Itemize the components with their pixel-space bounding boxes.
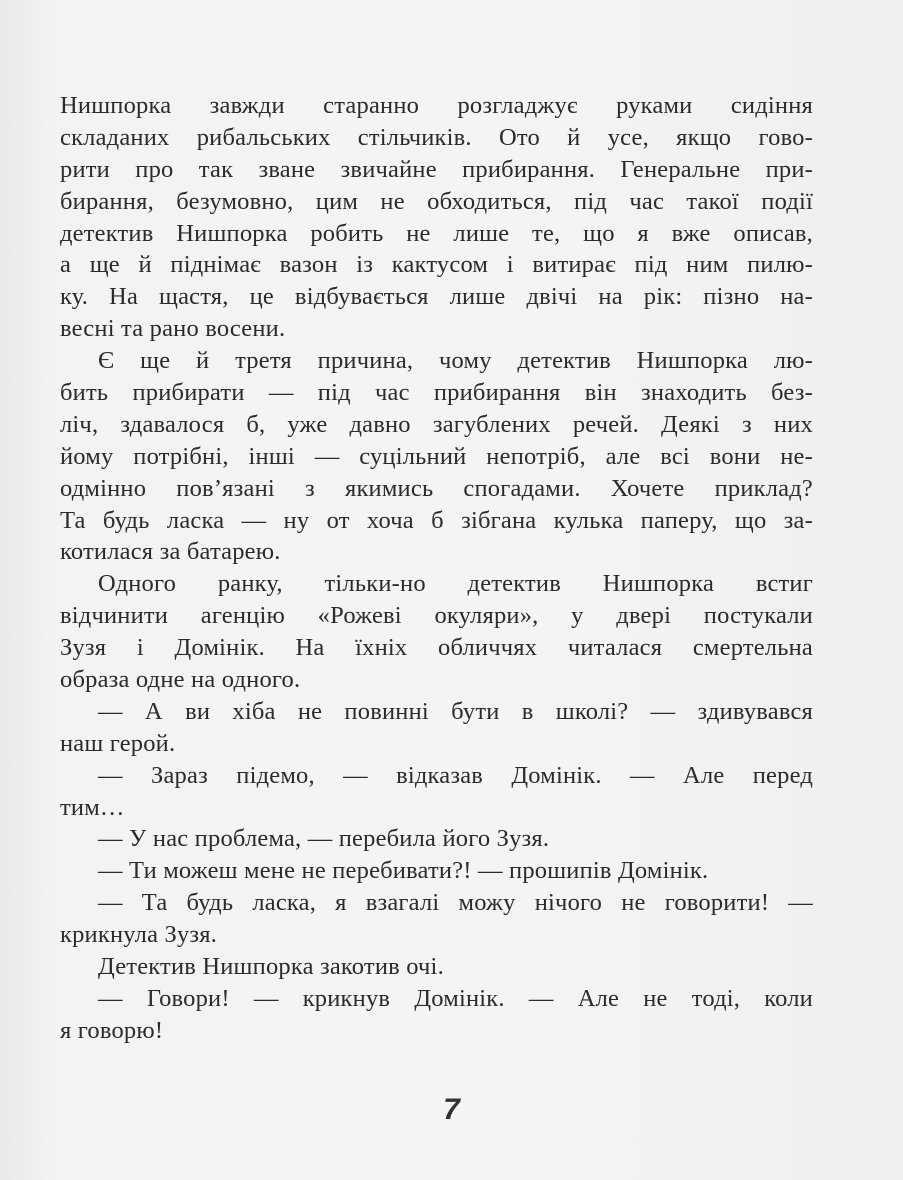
text-line: крикнула Зузя. bbox=[60, 921, 218, 949]
text-line: — У нас проблема, — перебила його Зузя. bbox=[98, 825, 550, 853]
text-line: складаних рибальських стільчиків. Ото й усе, якщо гово- bbox=[60, 123, 813, 151]
text-line: рити про так зване звичайне прибирання. Генеральне при- bbox=[60, 155, 813, 183]
text-line: ліч, здавалося б, уже давно загублених речей. Деякі з них bbox=[60, 410, 813, 438]
text-line: Детектив Нишпорка закотив очі. bbox=[98, 953, 444, 981]
text-line: весні та рано восени. bbox=[60, 315, 286, 343]
text-line: детектив Нишпорка робить не лише те, що я вже описав, bbox=[60, 219, 813, 247]
text-line: йому потрібні, інші — суцільний непотріб, але всі вони не- bbox=[60, 442, 813, 470]
page-number: 7 bbox=[443, 1093, 460, 1126]
text-line: — Ти можеш мене не перебивати?! — прошипів Домінік. bbox=[98, 857, 709, 885]
text-line: — Зараз підемо, — відказав Домінік. — Але перед bbox=[98, 761, 813, 789]
text-line: Зузя і Домінік. На їхніх обличчях читалася смертельна bbox=[60, 634, 813, 662]
text-line: відчинити агенцію «Рожеві окуляри», у двері постукали bbox=[60, 602, 813, 630]
body-text bbox=[60, 90, 813, 1047]
text-line: котилася за батарею. bbox=[60, 538, 281, 566]
text-line: я говорю! bbox=[60, 1016, 164, 1044]
text-line: — Говори! — крикнув Домінік. — Але не тоді, коли bbox=[98, 984, 813, 1012]
text-line: а ще й піднімає вазон із кактусом і витирає під ним пилю- bbox=[60, 251, 813, 279]
text-line: образа одне на одного. bbox=[60, 666, 301, 694]
text-line: Є ще й третя причина, чому детектив Нишпорка лю- bbox=[98, 347, 813, 375]
text-line: наш герой. bbox=[60, 729, 176, 757]
text-line: бить прибирати — під час прибирання він знаходить без- bbox=[60, 379, 813, 407]
text-line: ку. На щастя, це відбувається лише двічі на рік: пізно на- bbox=[60, 283, 813, 311]
text-line: тим… bbox=[60, 793, 125, 821]
text-line: Одного ранку, тільки-но детектив Нишпорка встиг bbox=[98, 570, 813, 598]
text-line: Та будь ласка — ну от хоча б зібгана кулька паперу, що за- bbox=[60, 506, 813, 534]
text-line: — А ви хіба не повинні бути в школі? — здивувався bbox=[98, 697, 813, 725]
text-line: бирання, безумовно, цим не обходиться, під час такої події bbox=[60, 187, 813, 215]
text-line: одмінно пов’язані з якимись спогадами. Хочете приклад? bbox=[60, 474, 813, 502]
text-line: — Та будь ласка, я взагалі можу нічого не говорити! — bbox=[98, 889, 813, 917]
text-line: Нишпорка завжди старанно розгладжує руками сидіння bbox=[60, 92, 813, 119]
